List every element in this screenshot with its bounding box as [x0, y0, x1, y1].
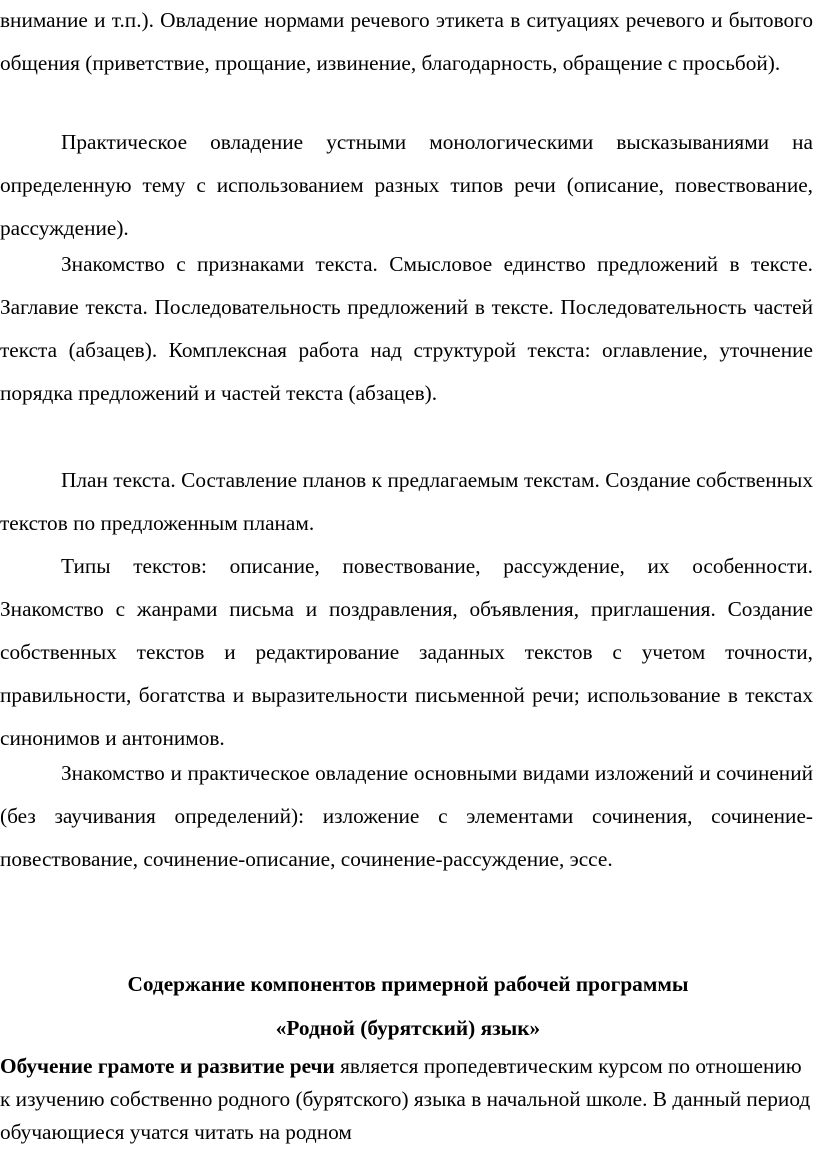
paragraph-continuation: [0, 0, 813, 85]
paragraph-text: является пропедевтическим курсом по отношению к изучению собственно родного (бурятского) языка в начальной школе. В данный период обучающиеся учатся читать на родном: [0, 1054, 811, 1144]
paragraph-literacy: [0, 1050, 813, 1149]
paragraph-text: внимание и т.п.). Овладение нормами речевого этикета в ситуациях речевого и бытового общения (приветствие, прощание, извинение, благодарность, обращение с просьбой).: [0, 8, 813, 75]
paragraph-text-types: [0, 545, 813, 760]
paragraph-text: Практическое овладение устными монологическими высказываниями на определенную тему с использованием разных типов речи (описание, повествование, рассуждение).: [0, 130, 813, 240]
section-heading-line2: «Родной (бурятский) язык»: [275, 1016, 541, 1040]
paragraph-text: План текста. Составление планов к предлагаемым текстам. Создание собственных текстов по предложенным планам.: [0, 468, 813, 535]
section-heading-line1: Содержание компонентов примерной рабочей программы: [127, 972, 689, 996]
lead-bold-term: Обучение грамоте и развитие речи: [0, 1054, 335, 1078]
paragraph-text: Знакомство и практическое овладение основными видами изложений и сочинений (без заучивания определений): изложение с элементами сочинения, сочинение-повествование, сочинение-описание, сочинение-рассуждение, эссе.: [0, 761, 813, 871]
paragraph-text-plan: [0, 459, 813, 545]
paragraph-monologue: [0, 121, 813, 250]
paragraph-text-features: [0, 243, 813, 415]
paragraph-text: Типы текстов: описание, повествование, рассуждение, их особенности. Знакомство с жанрами письма и поздравления, объявления, приглашения. Создание собственных текстов и редактирование заданных текстов с учетом точности, правильности, богатства и выразительности письменной речи; использование в текстах синонимов и антонимов.: [0, 554, 813, 750]
paragraph-text: Знакомство с признаками текста. Смысловое единство предложений в тексте. Заглавие текста. Последовательность предложений в тексте. Последовательность частей текста (абзацев). Комплексная работа над структурой текста: оглавление, уточнение порядка предложений и частей текста (абзацев).: [0, 252, 813, 405]
paragraph-compositions: [0, 752, 813, 881]
